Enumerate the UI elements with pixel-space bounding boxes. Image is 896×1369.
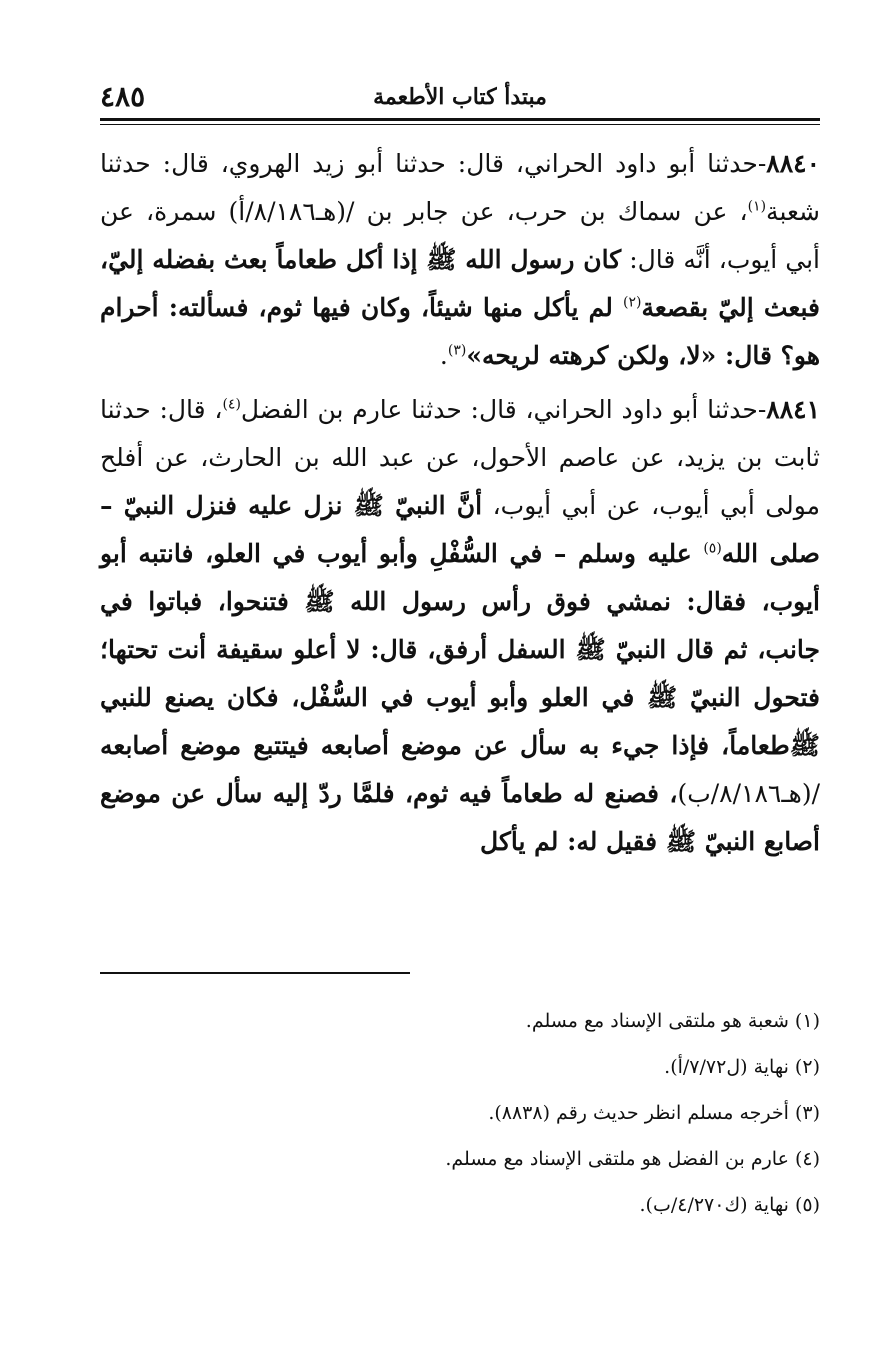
isnad-text: ، قال: حدثنا ثابت بن يزيد، عن عاصم الأحول، عن عبد الله بن الحارث، عن أفلح مولى أبي أيوب، عن أبي أيوب، — [100, 395, 821, 520]
running-title: مبتدأ كتاب الأطعمة — [373, 84, 547, 110]
isnad-text: -حدثنا أبو داود الحراني، قال: حدثنا أبو زيد الهروي، قال: حدثنا شعبة — [100, 149, 821, 226]
hadith-8840 — [100, 140, 820, 380]
book-page — [100, 80, 820, 1340]
footnote-ref: (٢) — [622, 294, 642, 311]
header-rule-thin — [100, 124, 820, 125]
isnad-text: ، عن سماك بن حرب، عن جابر بن /(هـ٨/١٨٦/أ) سمرة، عن أبي أيوب، أنَّه قال: — [100, 197, 820, 274]
matn-text: لم يأكل منها شيئاً، وكان فيها ثوم، فسألته: أحرام هو؟ قال: «لا، ولكن كرهته لريحه» — [100, 293, 820, 370]
page-number: ٤٨٥ — [100, 80, 146, 113]
footnote-ref: (٥) — [703, 540, 722, 557]
page-header — [100, 80, 820, 120]
footnotes — [100, 998, 820, 1228]
main-text — [100, 140, 820, 872]
punctuation: . — [439, 341, 448, 370]
matn-text: عليه وسلم – في السُّفْلِ وأبو أيوب في العلو، فانتبه أبو أيوب، فقال: نمشي فوق رأس رسول الله ﷺ فتنحوا، فباتوا في جانب، ثم قال النبيّ ﷺ السفل أرفق، قال: لا أعلو سقيفة أنت تحتها؛ فتحول النبيّ ﷺ في العلو وأبو أيوب في السُّفْل، فكان يصنع للنبي ﷺطعاماً، فإذا جيء به سأل عن موضع أصابعه فيتتبع موضع أصابعه — [100, 539, 820, 760]
manuscript-ref: /(هـ٨/١٨٦/ب) — [677, 779, 820, 808]
matn-text: ، فصنع له طعاماً فيه ثوم، فلمَّا ردّ إليه سأل عن موضع أصابع النبيّ ﷺ فقيل له: لم يأكل — [100, 779, 820, 856]
hadith-number: ٨٨٤١ — [766, 395, 820, 424]
footnote-4: (٤) عارم بن الفضل هو ملتقى الإسناد مع مسلم. — [445, 1148, 820, 1170]
footnote-ref: (١) — [747, 198, 767, 215]
footnote-separator — [100, 972, 410, 974]
footnote-3: (٣) أخرجه مسلم انظر حديث رقم (٨٨٣٨). — [488, 1102, 820, 1124]
footnote-2: (٢) نهاية (ل٧/٧٢/أ). — [664, 1056, 820, 1078]
footnote-ref: (٤) — [222, 396, 241, 413]
header-rule-thick — [100, 118, 820, 121]
footnote-5: (٥) نهاية (ك٤/٢٧٠/ب). — [639, 1194, 820, 1216]
hadith-number: ٨٨٤٠ — [766, 149, 820, 178]
hadith-8841 — [100, 386, 820, 866]
matn-text: أنَّ النبيّ ﷺ نزل عليه فنزل النبيّ – صلى الله — [100, 491, 820, 568]
isnad-text: -حدثنا أبو داود الحراني، قال: حدثنا عارم بن الفضل — [240, 395, 767, 424]
footnote-ref: (٣) — [447, 342, 467, 359]
footnote-1: (١) شعبة هو ملتقى الإسناد مع مسلم. — [525, 1010, 820, 1032]
matn-text: كان رسول الله ﷺ إذا أكل طعاماً بعث بفضله إليّ، فبعث إليّ بقصعة — [100, 245, 820, 322]
